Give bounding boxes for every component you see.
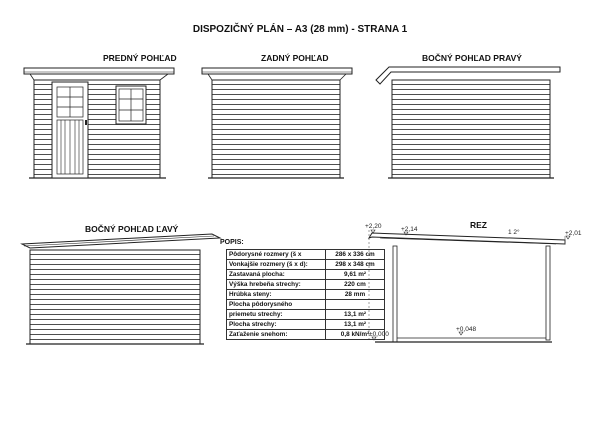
popis-value: 0,8 kN/m² [326,330,385,340]
section-mark-slope: 1 2° [508,229,520,236]
right-side-view-label: BOČNÝ POHĽAD PRAVÝ [422,53,522,63]
page-title: DISPOZIČNÝ PLÁN – A3 (28 mm) - STRANA 1 [192,24,408,35]
popis-label: Výška hrebeňa strechy: [227,280,326,290]
section-mark-ground: ±0,000 [369,331,389,338]
window-shape [116,86,146,124]
popis-value: 220 cm [326,280,385,290]
popis-label: Plocha pôdorysného [227,300,326,310]
door-shape [52,82,88,178]
popis-value: 298 x 348 cm [326,260,385,270]
table-row [227,290,385,300]
popis-label: priemetu strechy: [227,310,326,320]
section-mark-left-top: +2,20 [365,223,382,230]
popis-value: 13,1 m² [326,320,385,330]
left-side-view-drawing [22,234,220,344]
popis-title: POPIS: [220,239,244,246]
popis-value: 9,61 m² [326,270,385,280]
right-side-view-drawing [376,67,560,178]
popis-value: 286 x 336 cm [326,250,385,260]
front-view-label: PREDNÝ POHĽAD [103,53,177,63]
table-row [227,250,385,260]
section-mark-floor: +0,048 [456,326,477,333]
table-row [227,270,385,280]
popis-value: 13,1 m² [326,310,385,320]
popis-label: Pôdorysné rozmery (š x [227,250,326,260]
popis-value [326,300,385,310]
back-view-label: ZADNÝ POHĽAD [261,53,329,63]
popis-label: Zaťaženie snehom: [227,330,326,340]
table-row [227,260,385,270]
table-row [227,330,385,340]
table-row [227,280,385,290]
left-side-view-label: BOČNÝ POHĽAD ĽAVÝ [85,224,179,234]
table-row [227,310,385,320]
section-mark-right-top: +2,01 [565,230,582,237]
back-view-drawing [202,68,352,178]
popis-label: Zastavaná plocha: [227,270,326,280]
popis-label: Hrúbka steny: [227,290,326,300]
section-view-label: REZ [470,220,487,230]
popis-label: Vonkajšie rozmery (š x d): [227,260,326,270]
popis-label: Plocha strechy: [227,320,326,330]
table-row [227,300,385,310]
front-view-drawing [24,68,174,178]
popis-table [226,249,385,340]
popis-value: 28 mm [326,290,385,300]
section-mark-mid-top: +2,14 [401,226,418,233]
table-row [227,320,385,330]
